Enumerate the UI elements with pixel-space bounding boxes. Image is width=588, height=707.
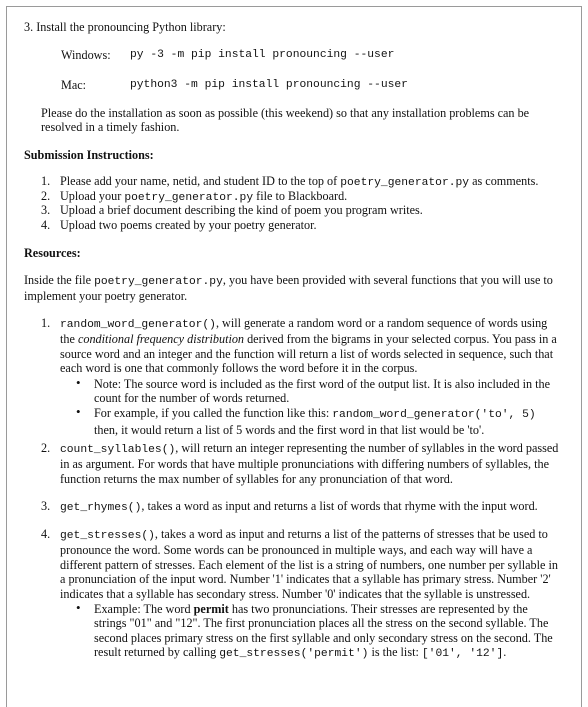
bullet-item: • For example, if you called the function like this: random_word_generator('to', 5) then, it would return a list of 5 words and the first word in that list would be 'to'. [76, 404, 536, 437]
function-name: get_stresses() [60, 530, 155, 542]
submission-item: 4. Upload two poems created by your poetry generator. [41, 217, 317, 232]
function-name: random_word_generator() [60, 319, 216, 331]
submission-list [41, 174, 561, 232]
submission-heading: Submission Instructions: [24, 148, 154, 162]
submission-item: 3. Upload a brief document describing the kind of poem you program writes. [41, 203, 423, 217]
windows-command: py -3 -m pip install pronouncing --user [130, 49, 395, 61]
function-name: get_rhymes() [60, 502, 142, 514]
mac-label: Mac: [61, 78, 87, 92]
install-heading: 3. Install the pronouncing Python library: [24, 20, 226, 34]
function-item-4: 4. get_stresses(), takes a word as input and returns a list of the patterns of stresses that be used to pronounce the word. Some words can be pronounced in multiple ways, and each way will have a different pattern of stresses. Each element of the list is a string of numbers, one number per syllable in a pronunciation of the input word. Number '1' indicates that a syllable has primary stress. Number '2' indicates that a syllable has secondary stress. Number '0' indicates that the syllable is unstressed. • Example: The word permit has two pronunciations. Their stresses are represented by the strings "01" and "12". The first pronunciation places all the stress on the second syllable. The second places primary stress on the first syllable and only secondary stress on the second. The result returned by calling get_stresses('permit') is the list: ['01', '12']. [41, 527, 561, 662]
bullet-item: • Example: The word permit has two pronunciations. Their stresses are represented by the strings "01" and "12". The first pronunciation places all the stress on the second syllable. The second places primary stress on the first syllable and only secondary stress on the second. The result returned by calling get_stresses('permit') is the list: ['01', '12']. [76, 600, 553, 661]
resources-intro: Inside the file poetry_generator.py, you have been provided with several functions that you will use to implement your poetry generator. [24, 273, 553, 304]
install-note: Please do the installation as soon as possible (this weekend) so that any installation problems can be resolved in a timely fashion. [41, 106, 530, 135]
function-item-2: 2. count_syllables(), will return an integer representing the number of syllables in the word passed in as argument. For words that have multiple pronunciations with differing numbers of syllables, the function returns the max number of syllables for any pronunciation of that word. [41, 441, 559, 486]
function-item-3: 3. get_rhymes(), takes a word as input and returns a list of words that rhyme with the input word. [41, 499, 538, 514]
submission-item: 1. Please add your name, netid, and student ID to the top of poetry_generator.py as comments. [41, 174, 539, 189]
function-item-1: 1. random_word_generator(), will generate a random word or a random sequence of words using the conditional frequency distribution derived from the bigrams in your selected corpus. You pass in a source word and an integer and the function will return a list of words selected in sequence, such that each word is one that commonly follows the word before it in the corpus. • Note: The source word is included as the first word of the output list. It is also included in the count for the number of words returned. • For example, if you called the function like this: random_word_generator('to', 5) then, it would return a list of 5 words and the first word in that list would be 'to'. [41, 316, 561, 437]
bullet-item: • Note: The source word is included as the first word of the output list. It is also included in the count for the number of words returned. [76, 374, 551, 406]
windows-label: Windows: [61, 48, 111, 62]
submission-item: 2. Upload your poetry_generator.py file to Blackboard. [41, 188, 348, 204]
mac-command: python3 -m pip install pronouncing --user [130, 79, 408, 91]
resources-heading: Resources: [24, 246, 81, 260]
function-name: count_syllables() [60, 444, 176, 456]
